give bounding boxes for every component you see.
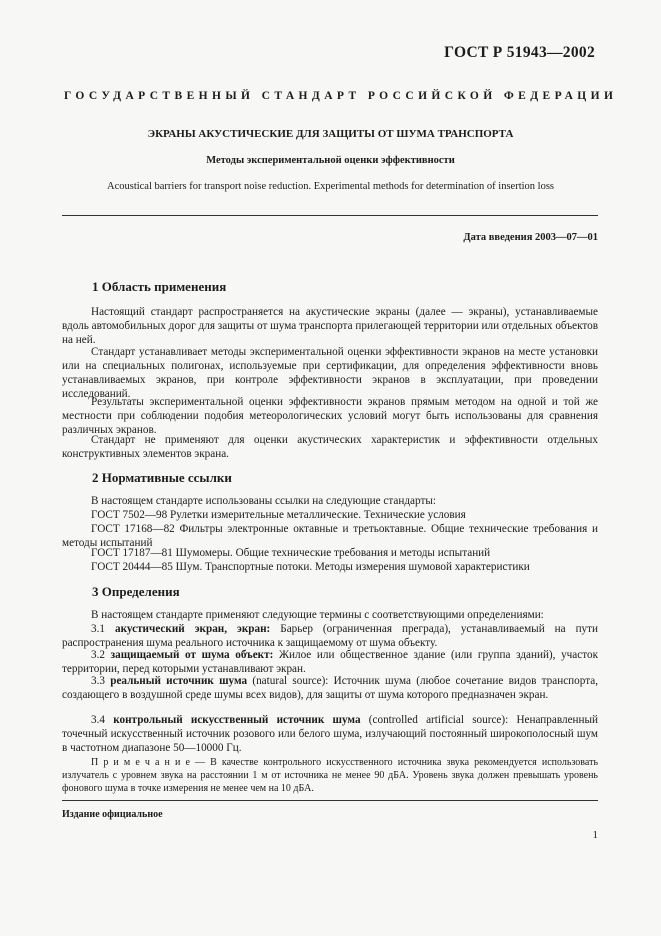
definition-text: (natural source): Источник шума (любое сочетание видов транспорта, создающего в воздушной среде шумы всех видов), для защиты от шума которого предназначен экран. bbox=[62, 675, 598, 701]
definition-number: 3.2 bbox=[91, 649, 105, 661]
introduction-date: Дата введения 2003—07—01 bbox=[463, 232, 598, 243]
definition-number: 3.4 bbox=[91, 714, 105, 726]
definition-term: акустический экран, экран: bbox=[114, 623, 271, 635]
gost-code: ГОСТ Р 51943—2002 bbox=[444, 44, 595, 61]
definition-term: реальный источник шума bbox=[110, 675, 248, 687]
definition-term: защищаемый от шума объект: bbox=[110, 649, 274, 661]
definition-text: Барьер (ограниченная преграда), устанавливаемый на пути распространения шума реального источника к защищаемому от шума объекту. bbox=[62, 623, 599, 649]
definition-note bbox=[62, 756, 598, 795]
section-1-paragraph: Стандарт устанавливает методы экспериментальной оценки эффективности экранов на месте установки или на специальных полигонах, используемые при сертификации, для определения эффективности вновь устанавливаемых экранов, при контроле эффективности экранов в эксплуатации, при проведении исследований. bbox=[62, 346, 598, 400]
definition-term: контрольный искусственный источник шума bbox=[113, 714, 361, 726]
definition-3-4 bbox=[62, 713, 598, 755]
definition-text: Жилое или общественное здание (или группа зданий), участок территории, перед которыми устанавливают экран. bbox=[62, 649, 599, 675]
definition-3-2 bbox=[62, 648, 598, 676]
definition-3-3 bbox=[62, 674, 598, 702]
section-1-paragraph: Стандарт не применяют для оценки акустических характеристик и эффективности отдельных конструктивных элементов экрана. bbox=[62, 434, 598, 460]
english-title: Acoustical barriers for transport noise reduction. Experimental methods for determination of insertion loss bbox=[106, 181, 554, 192]
section-3-intro: В настоящем стандарте применяют следующие термины с соответствующими определениями: bbox=[91, 609, 544, 621]
state-standard-banner: ГОСУДАРСТВЕННЫЙ СТАНДАРТ РОССИЙСКОЙ ФЕДЕРАЦИИ bbox=[64, 90, 618, 102]
definition-text: (controlled artificial source): Ненаправленный точечный искусственный источник розового или белого шума, излучающий постоянный широкополосный шум в частотном диапазоне 50—10000 Гц. bbox=[62, 714, 599, 754]
reference-item: ГОСТ 20444—85 Шум. Транспортные потоки. Методы измерения шумовой характеристики bbox=[91, 561, 530, 573]
section-1-paragraph: Результаты экспериментальной оценки эффективности экранов прямым методом на одной и той же местности при соблюдении подобия метеорологических условий могут быть использованы для сравнения различных экранов. bbox=[62, 396, 598, 436]
definition-number: 3.3 bbox=[91, 675, 105, 687]
section-2-intro: В настоящем стандарте использованы ссылки на следующие стандарты: bbox=[91, 495, 436, 507]
footer-divider bbox=[62, 800, 598, 801]
note-text: — В качестве контрольного искусственного источника звука рекомендуется использовать излучатель с уровнем звука на расстоянии 1 м от источника не менее 90 дБА. Уровень звука должен превышать уровень фонового шума в точке измерения не менее чем на 10 дБА. bbox=[62, 757, 599, 794]
header-divider bbox=[62, 215, 598, 216]
note-label: П р и м е ч а н и е bbox=[91, 757, 190, 768]
document-subtitle: Методы экспериментальной оценки эффективности bbox=[206, 155, 455, 166]
definition-3-1 bbox=[62, 622, 598, 650]
definition-number: 3.1 bbox=[91, 623, 105, 635]
reference-item: ГОСТ 17168—82 Фильтры электронные октавные и третьоктавные. Общие технические требования и методы испытаний bbox=[62, 523, 598, 549]
page-number: 1 bbox=[592, 829, 598, 841]
official-edition-label: Издание официальное bbox=[62, 809, 163, 820]
section-1-heading: 1 Область применения bbox=[92, 279, 227, 294]
section-2-heading: 2 Нормативные ссылки bbox=[92, 470, 232, 485]
document-title: ЭКРАНЫ АКУСТИЧЕСКИЕ ДЛЯ ЗАЩИТЫ ОТ ШУМА ТРАНСПОРТА bbox=[147, 128, 514, 140]
section-3-heading: 3 Определения bbox=[92, 584, 180, 599]
reference-item: ГОСТ 7502—98 Рулетки измерительные металлические. Технические условия bbox=[91, 509, 466, 521]
section-1-paragraph: Настоящий стандарт распространяется на акустические экраны (далее — экраны), устанавливаемые вдоль автомобильных дорог для защиты от шума транспорта прилегающей территории или отдельных объектов на ней. bbox=[62, 306, 598, 346]
reference-item: ГОСТ 17187—81 Шумомеры. Общие технические требования и методы испытаний bbox=[91, 547, 491, 559]
